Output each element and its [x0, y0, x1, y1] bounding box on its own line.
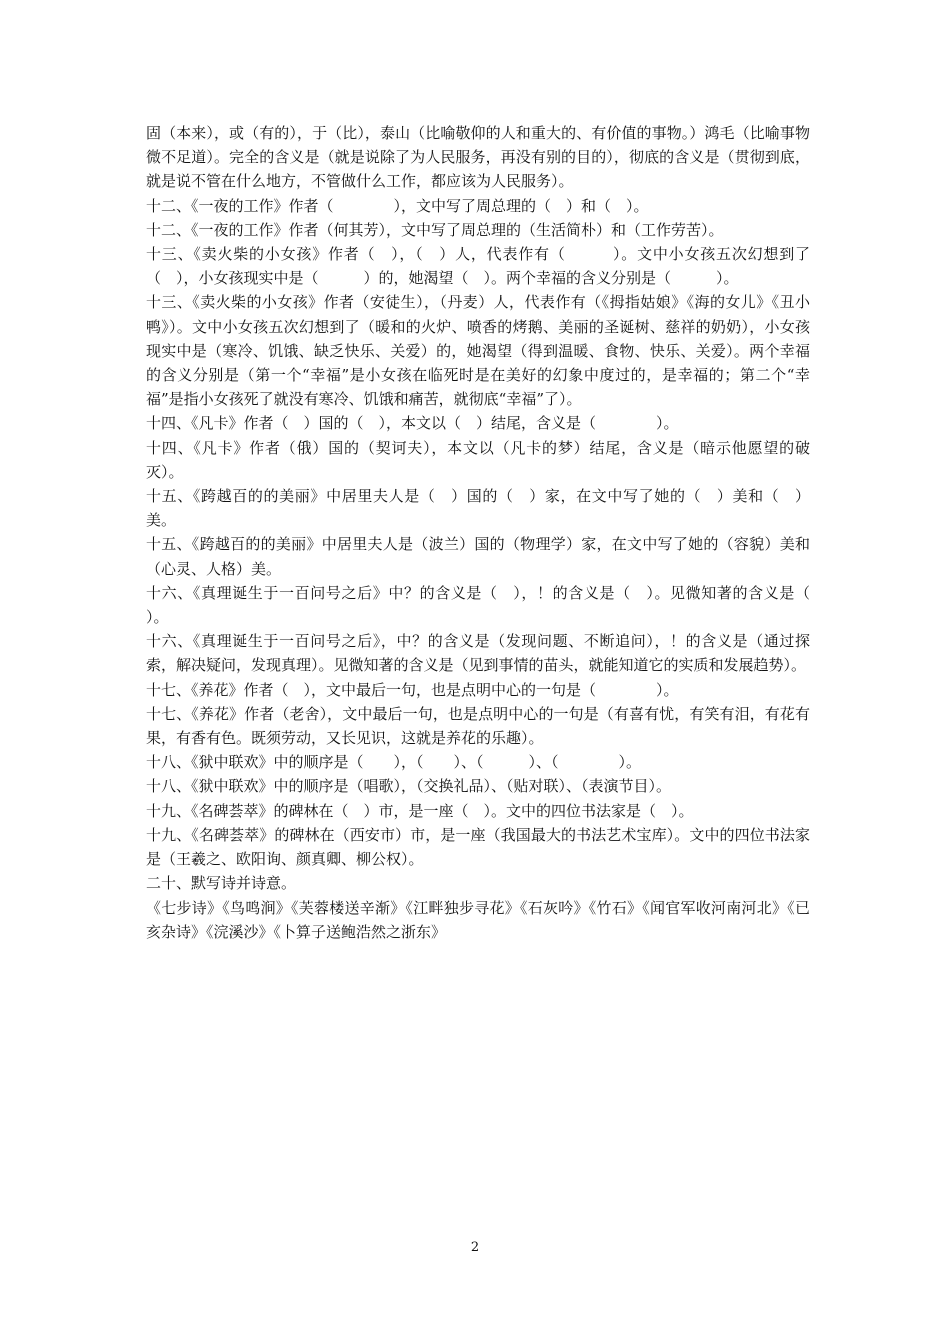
paragraph-meaning-explanation: 固（本来），或（有的），于（比），泰山（比喻敬仰的人和重大的、有价值的事物。）鸿毛（比喻事物微不足道）。完全的含义是（就是说除了为人民服务，再没有别的目的），彻底的含义是（贯彻到底，就是说不管在什么地方，不管做什么工作，都应该为人民服务）。	[146, 124, 810, 191]
paragraph-q14-question: 十四、《凡卡》作者（ ）国的（ ），本文以（ ）结尾，含义是（ ）。	[146, 414, 679, 433]
paragraph-q16-question: 十六、《真理诞生于一百问号之后》中？的含义是（ ），！的含义是（ ）。见微知著的含义是（ ）。	[146, 583, 886, 627]
paragraph-poem-list: 《七步诗》《鸟鸣涧》《芙蓉楼送辛渐》《江畔独步寻花》《石灰吟》《竹石》《闻官军收河南河北》《已亥杂诗》《浣溪沙》《卜算子送鲍浩然之浙东》	[146, 898, 810, 941]
paragraph-q19-question: 十九、《名碑荟萃》的碑林在（ ）市，是一座（ ）。文中的四位书法家是（ ）。	[146, 801, 694, 820]
paragraph-q15-question: 十五、《跨越百的的美丽》中居里夫人是（ ）国的（ ）家，在文中写了她的（ ）美和（ ）美。	[146, 487, 810, 530]
paragraph-q12-question: 十二、《一夜的工作》作者（ ），文中写了周总理的（ ）和（ ）。	[146, 196, 649, 215]
paragraph-q18-question: 十八、《狱中联欢》中的顺序是（ ），（ ）、（ ）、（ ）。	[146, 753, 642, 772]
paragraph-q20-heading: 二十、默写诗并诗意。	[146, 874, 297, 893]
page-number: 2	[470, 1240, 480, 1255]
paragraph-q13-question: 十三、《卖火柴的小女孩》作者（ ），（ ）人，代表作有（ ）。文中小女孩五次幻想到了（ ），小女孩现实中是（ ）的，她渴望（ ）。两个幸福的含义分别是（ ）。	[146, 245, 810, 288]
paragraph-q17-answer: 十七、《养花》作者（老舍），文中最后一句，也是点明中心的一句是（有喜有忧，有笑有泪，有花有果，有香有色。既须劳动，又长见识，这就是养花的乐趣）。	[146, 704, 810, 748]
paragraph-q13-answer: 十三、《卖火柴的小女孩》作者（安徒生），（丹麦）人，代表作有（《拇指姑娘》《海的女儿》《丑小鸭》）。文中小女孩五次幻想到了（暖和的火炉、喷香的烤鹅、美丽的圣诞树、慈祥的奶奶），小女孩现实中是（寒冷、饥饿、缺乏快乐、关爱）的，她渴望（得到温暖、食物、快乐、关爱）。两个幸福的含义分别是（第一个“幸福”是小女孩在临死时是在美好的幻象中度过的，是幸福的；第二个“幸福”是指小女孩死了就没有寒冷、饥饿和痛苦，就彻底“幸福”了）。	[146, 293, 810, 409]
paragraph-q12-answer: 十二、《一夜的工作》作者（何其芳），文中写了周总理的（生活简朴）和（工作劳苦）。	[146, 220, 724, 239]
paragraph-q16-answer: 十六、《真理诞生于一百问号之后》，中？的含义是（发现问题、不断追问），！的含义是（通过探索，解决疑问，发现真理）。见微知著的含义是（见到事情的苗头，就能知道它的实质和发展趋势）。	[146, 632, 810, 675]
paragraph-q15-answer: 十五、《跨越百的的美丽》中居里夫人是（波兰）国的（物理学）家，在文中写了她的（容貌）美和（心灵、人格）美。	[146, 535, 810, 578]
paragraph-q19-answer: 十九、《名碑荟萃》的碑林在（西安市）市，是一座（我国最大的书法艺术宝库）。文中的四位书法家是（王羲之、欧阳询、颜真卿、柳公权）。	[146, 825, 810, 869]
document-body	[146, 121, 886, 944]
paragraph-q14-answer: 十四、《凡卡》作者（俄）国的（契诃夫），本文以（凡卡的梦）结尾，含义是（暗示他愿望的破灭）。	[146, 438, 810, 481]
paragraph-q17-question: 十七、《养花》作者（ ），文中最后一句，也是点明中心的一句是（ ）。	[146, 680, 679, 699]
paragraph-q18-answer: 十八、《狱中联欢》中的顺序是（唱歌），（交换礼品）、（贴对联）、（表演节目）。	[146, 777, 672, 796]
